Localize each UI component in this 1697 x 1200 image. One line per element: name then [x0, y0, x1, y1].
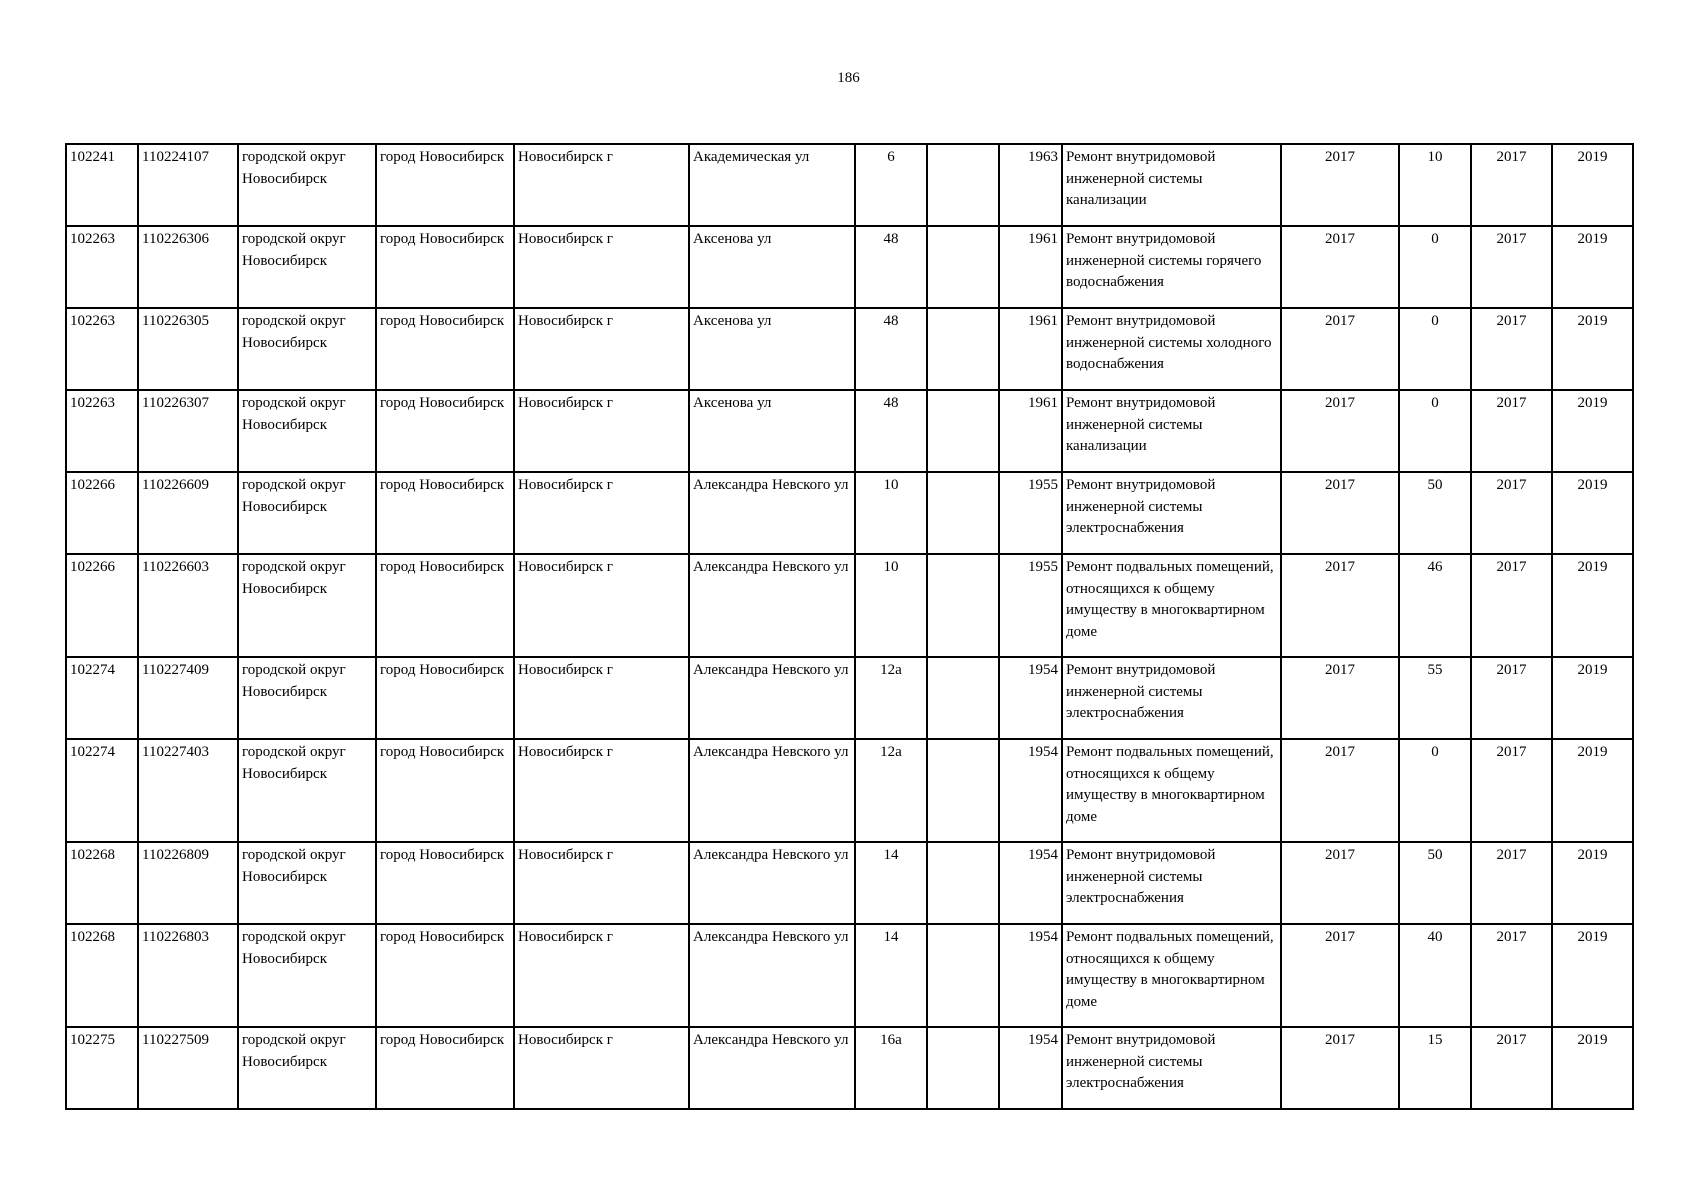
street-cell: Александра Невского ул — [689, 924, 855, 1027]
street-cell: Александра Невского ул — [689, 554, 855, 657]
year-built-cell: 1961 — [999, 308, 1062, 390]
house-id-cell: 102266 — [66, 472, 138, 554]
street-cell: Аксенова ул — [689, 308, 855, 390]
table-row — [66, 472, 1633, 554]
house-number-cell: 16а — [855, 1027, 927, 1109]
wear-cell: 40 — [1399, 924, 1471, 1027]
wear-cell: 55 — [1399, 657, 1471, 739]
work-code-cell: 110226306 — [138, 226, 238, 308]
house-id-cell: 102275 — [66, 1027, 138, 1109]
settlement-cell: город Новосибирск — [376, 657, 514, 739]
work-type-cell: Ремонт внутридомовой инженерной системы электроснабжения — [1062, 1027, 1281, 1109]
locality-cell: Новосибирск г — [514, 226, 689, 308]
house-number-cell: 48 — [855, 308, 927, 390]
year-built-cell: 1955 — [999, 554, 1062, 657]
district-cell: городской округ Новосибирск — [238, 390, 376, 472]
table-row — [66, 390, 1633, 472]
settlement-cell: город Новосибирск — [376, 390, 514, 472]
settlement-cell: город Новосибирск — [376, 226, 514, 308]
year-to-cell: 2019 — [1552, 554, 1633, 657]
year-built-cell: 1954 — [999, 739, 1062, 842]
street-cell: Александра Невского ул — [689, 657, 855, 739]
house-number-cell: 14 — [855, 842, 927, 924]
house-number-cell: 12а — [855, 657, 927, 739]
locality-cell: Новосибирск г — [514, 472, 689, 554]
house-id-cell: 102263 — [66, 226, 138, 308]
house-id-cell: 102266 — [66, 554, 138, 657]
year-from-cell: 2017 — [1471, 308, 1552, 390]
year-plan-cell: 2017 — [1281, 842, 1399, 924]
building-cell — [927, 226, 999, 308]
house-id-cell: 102274 — [66, 657, 138, 739]
table-row — [66, 144, 1633, 226]
street-cell: Александра Невского ул — [689, 842, 855, 924]
district-cell: городской округ Новосибирск — [238, 144, 376, 226]
house-id-cell: 102241 — [66, 144, 138, 226]
work-type-cell: Ремонт внутридомовой инженерной системы горячего водоснабжения — [1062, 226, 1281, 308]
work-type-cell: Ремонт внутридомовой инженерной системы электроснабжения — [1062, 657, 1281, 739]
table-row — [66, 924, 1633, 1027]
year-plan-cell: 2017 — [1281, 554, 1399, 657]
street-cell: Александра Невского ул — [689, 1027, 855, 1109]
building-cell — [927, 842, 999, 924]
work-type-cell: Ремонт внутридомовой инженерной системы канализации — [1062, 144, 1281, 226]
building-cell — [927, 554, 999, 657]
year-plan-cell: 2017 — [1281, 390, 1399, 472]
year-plan-cell: 2017 — [1281, 1027, 1399, 1109]
year-from-cell: 2017 — [1471, 657, 1552, 739]
year-from-cell: 2017 — [1471, 1027, 1552, 1109]
district-cell: городской округ Новосибирск — [238, 842, 376, 924]
year-built-cell: 1954 — [999, 1027, 1062, 1109]
locality-cell: Новосибирск г — [514, 554, 689, 657]
table-row — [66, 308, 1633, 390]
year-from-cell: 2017 — [1471, 144, 1552, 226]
house-number-cell: 48 — [855, 226, 927, 308]
year-to-cell: 2019 — [1552, 144, 1633, 226]
year-plan-cell: 2017 — [1281, 924, 1399, 1027]
wear-cell: 0 — [1399, 739, 1471, 842]
house-number-cell: 12а — [855, 739, 927, 842]
house-number-cell: 10 — [855, 472, 927, 554]
house-number-cell: 48 — [855, 390, 927, 472]
table-row — [66, 657, 1633, 739]
work-code-cell: 110227509 — [138, 1027, 238, 1109]
work-code-cell: 110227409 — [138, 657, 238, 739]
work-type-cell: Ремонт подвальных помещений, относящихся к общему имуществу в многоквартирном доме — [1062, 924, 1281, 1027]
year-from-cell: 2017 — [1471, 924, 1552, 1027]
year-built-cell: 1955 — [999, 472, 1062, 554]
work-code-cell: 110226803 — [138, 924, 238, 1027]
district-cell: городской округ Новосибирск — [238, 554, 376, 657]
wear-cell: 50 — [1399, 842, 1471, 924]
year-to-cell: 2019 — [1552, 308, 1633, 390]
work-code-cell: 110224107 — [138, 144, 238, 226]
building-cell — [927, 739, 999, 842]
house-number-cell: 14 — [855, 924, 927, 1027]
wear-cell: 10 — [1399, 144, 1471, 226]
year-to-cell: 2019 — [1552, 472, 1633, 554]
work-type-cell: Ремонт внутридомовой инженерной системы канализации — [1062, 390, 1281, 472]
settlement-cell: город Новосибирск — [376, 472, 514, 554]
year-from-cell: 2017 — [1471, 472, 1552, 554]
repair-registry-table — [65, 143, 1634, 1110]
year-from-cell: 2017 — [1471, 390, 1552, 472]
district-cell: городской округ Новосибирск — [238, 739, 376, 842]
settlement-cell: город Новосибирск — [376, 739, 514, 842]
locality-cell: Новосибирск г — [514, 924, 689, 1027]
locality-cell: Новосибирск г — [514, 144, 689, 226]
year-to-cell: 2019 — [1552, 226, 1633, 308]
work-code-cell: 110226305 — [138, 308, 238, 390]
district-cell: городской округ Новосибирск — [238, 308, 376, 390]
locality-cell: Новосибирск г — [514, 390, 689, 472]
wear-cell: 50 — [1399, 472, 1471, 554]
settlement-cell: город Новосибирск — [376, 842, 514, 924]
building-cell — [927, 1027, 999, 1109]
year-to-cell: 2019 — [1552, 924, 1633, 1027]
work-code-cell: 110227403 — [138, 739, 238, 842]
year-to-cell: 2019 — [1552, 390, 1633, 472]
street-cell: Александра Невского ул — [689, 739, 855, 842]
work-type-cell: Ремонт подвальных помещений, относящихся к общему имуществу в многоквартирном доме — [1062, 739, 1281, 842]
settlement-cell: город Новосибирск — [376, 554, 514, 657]
work-code-cell: 110226307 — [138, 390, 238, 472]
year-plan-cell: 2017 — [1281, 657, 1399, 739]
table-row — [66, 739, 1633, 842]
work-type-cell: Ремонт внутридомовой инженерной системы электроснабжения — [1062, 842, 1281, 924]
year-plan-cell: 2017 — [1281, 739, 1399, 842]
year-built-cell: 1963 — [999, 144, 1062, 226]
year-from-cell: 2017 — [1471, 739, 1552, 842]
year-plan-cell: 2017 — [1281, 226, 1399, 308]
work-code-cell: 110226809 — [138, 842, 238, 924]
year-plan-cell: 2017 — [1281, 308, 1399, 390]
year-to-cell: 2019 — [1552, 1027, 1633, 1109]
year-built-cell: 1961 — [999, 226, 1062, 308]
street-cell: Аксенова ул — [689, 226, 855, 308]
year-from-cell: 2017 — [1471, 226, 1552, 308]
wear-cell: 46 — [1399, 554, 1471, 657]
building-cell — [927, 390, 999, 472]
street-cell: Аксенова ул — [689, 390, 855, 472]
district-cell: городской округ Новосибирск — [238, 226, 376, 308]
table-row — [66, 226, 1633, 308]
locality-cell: Новосибирск г — [514, 657, 689, 739]
house-id-cell: 102263 — [66, 390, 138, 472]
district-cell: городской округ Новосибирск — [238, 472, 376, 554]
work-type-cell: Ремонт внутридомовой инженерной системы холодного водоснабжения — [1062, 308, 1281, 390]
work-type-cell: Ремонт внутридомовой инженерной системы электроснабжения — [1062, 472, 1281, 554]
page-number: 186 — [837, 70, 860, 86]
year-built-cell: 1961 — [999, 390, 1062, 472]
house-number-cell: 10 — [855, 554, 927, 657]
house-id-cell: 102274 — [66, 739, 138, 842]
table-body — [66, 144, 1633, 1109]
work-type-cell: Ремонт подвальных помещений, относящихся к общему имуществу в многоквартирном доме — [1062, 554, 1281, 657]
district-cell: городской округ Новосибирск — [238, 924, 376, 1027]
street-cell: Александра Невского ул — [689, 472, 855, 554]
building-cell — [927, 657, 999, 739]
house-id-cell: 102268 — [66, 924, 138, 1027]
locality-cell: Новосибирск г — [514, 739, 689, 842]
year-built-cell: 1954 — [999, 842, 1062, 924]
building-cell — [927, 144, 999, 226]
settlement-cell: город Новосибирск — [376, 308, 514, 390]
locality-cell: Новосибирск г — [514, 1027, 689, 1109]
wear-cell: 0 — [1399, 390, 1471, 472]
table-row — [66, 842, 1633, 924]
settlement-cell: город Новосибирск — [376, 144, 514, 226]
locality-cell: Новосибирск г — [514, 842, 689, 924]
settlement-cell: город Новосибирск — [376, 924, 514, 1027]
year-to-cell: 2019 — [1552, 842, 1633, 924]
year-plan-cell: 2017 — [1281, 144, 1399, 226]
building-cell — [927, 924, 999, 1027]
year-to-cell: 2019 — [1552, 657, 1633, 739]
district-cell: городской округ Новосибирск — [238, 657, 376, 739]
year-to-cell: 2019 — [1552, 739, 1633, 842]
house-id-cell: 102268 — [66, 842, 138, 924]
work-code-cell: 110226603 — [138, 554, 238, 657]
table-row — [66, 1027, 1633, 1109]
building-cell — [927, 308, 999, 390]
year-built-cell: 1954 — [999, 657, 1062, 739]
year-from-cell: 2017 — [1471, 842, 1552, 924]
house-number-cell: 6 — [855, 144, 927, 226]
street-cell: Академическая ул — [689, 144, 855, 226]
wear-cell: 0 — [1399, 226, 1471, 308]
settlement-cell: город Новосибирск — [376, 1027, 514, 1109]
building-cell — [927, 472, 999, 554]
year-built-cell: 1954 — [999, 924, 1062, 1027]
district-cell: городской округ Новосибирск — [238, 1027, 376, 1109]
year-plan-cell: 2017 — [1281, 472, 1399, 554]
house-id-cell: 102263 — [66, 308, 138, 390]
work-code-cell: 110226609 — [138, 472, 238, 554]
locality-cell: Новосибирск г — [514, 308, 689, 390]
wear-cell: 0 — [1399, 308, 1471, 390]
wear-cell: 15 — [1399, 1027, 1471, 1109]
table-row — [66, 554, 1633, 657]
year-from-cell: 2017 — [1471, 554, 1552, 657]
